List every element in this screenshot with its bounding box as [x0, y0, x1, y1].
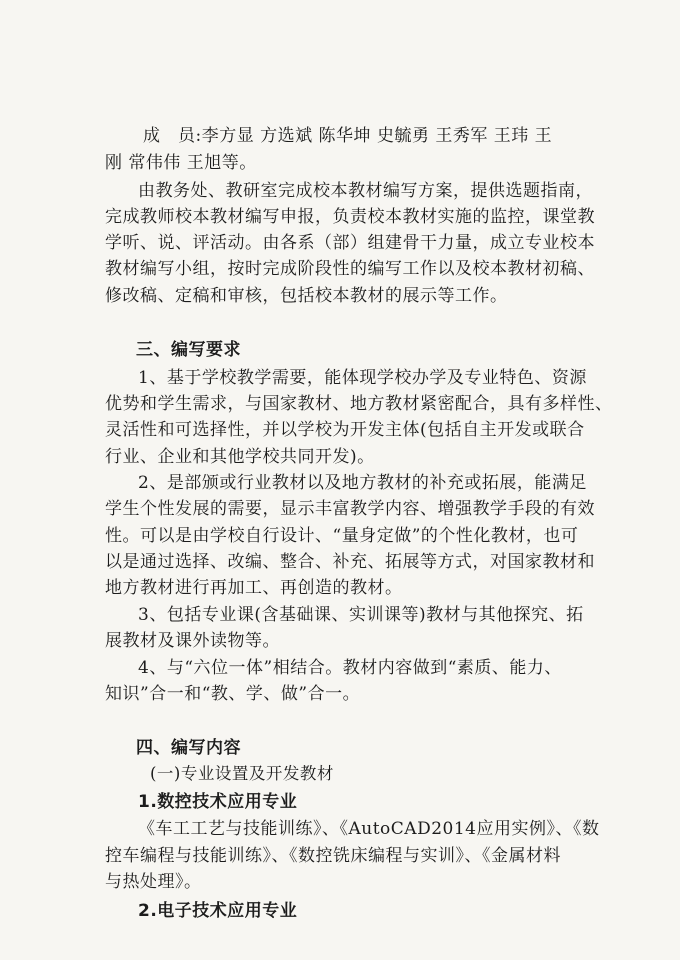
paragraph-line: 学听、说、评活动。由各系（部）组建骨干力量，成立专业校本	[105, 233, 595, 253]
paragraph-line: 3、包括专业课(含基础课、实训课等)教材与其他探究、拓	[138, 605, 584, 625]
paragraph-line: 1、基于学校教学需要，能体现学校办学及专业特色、资源	[138, 368, 587, 388]
paragraph-line: 4、与“六位一体”相结合。教材内容做到“素质、能力、	[138, 658, 562, 678]
paragraph-line: 完成教师校本教材编写申报，负责校本教材实施的监控，课堂教	[105, 207, 595, 227]
paragraph-line: 地方教材进行再加工、再创造的教材。	[105, 578, 403, 598]
paragraph-line: 展教材及课外读物等。	[105, 631, 280, 651]
paragraph-line: 行业、企业和其他学校共同开发)。	[105, 447, 375, 467]
major-heading-electronics: 2.电子技术应用专业	[138, 901, 298, 921]
paragraph-line: 由教务处、教研室完成校本教材编写方案，提供选题指南，	[138, 181, 593, 201]
paragraph-line: 修改稿、定稿和审核，包括校本教材的展示等工作。	[105, 286, 508, 306]
paragraph-line: 学生个性发展的需要，显示丰富教学内容、增强教学手段的有效	[105, 499, 595, 519]
major-heading-cnc: 1.数控技术应用专业	[138, 792, 298, 812]
section-heading-requirements: 三、编写要求	[136, 340, 241, 360]
paragraph-line: 教材编写小组，按时完成阶段性的编写工作以及校本教材初稿、	[105, 259, 595, 279]
paragraph-line: 控车编程与技能训练》、《数控铣床编程与实训》、《金属材料	[105, 846, 561, 866]
members-line-1: 成 员:李方显 方选斌 陈华坤 史毓勇 王秀军 王玮 王	[143, 126, 553, 146]
subsection-heading: (一)专业设置及开发教材	[150, 764, 334, 783]
members-line-2: 刚 常伟伟 王旭等。	[105, 153, 257, 173]
paragraph-line: 2、是部颁或行业教材以及地方教材的补充或拓展，能满足	[138, 473, 587, 493]
paragraph-line: 与热处理》。	[105, 872, 202, 892]
paragraph-line: 知识”合一和“教、学、做”合一。	[105, 684, 361, 704]
paragraph-line: 性。可以是由学校自行设计、“量身定做”的个性化教材，也可	[105, 526, 579, 546]
paragraph-line: 以是通过选择、改编、整合、补充、拓展等方式，对国家教材和	[105, 552, 595, 572]
paragraph-line: 优势和学生需求，与国家教材、地方教材紧密配合，具有多样性、	[105, 394, 613, 414]
section-heading-content: 四、编写内容	[136, 738, 241, 758]
paragraph-line: 《车工工艺与技能训练》、《AutoCAD2014应用实例》、《数	[138, 819, 600, 839]
paragraph-line: 灵活性和可选择性，并以学校为开发主体(包括自主开发或联合	[105, 420, 585, 440]
